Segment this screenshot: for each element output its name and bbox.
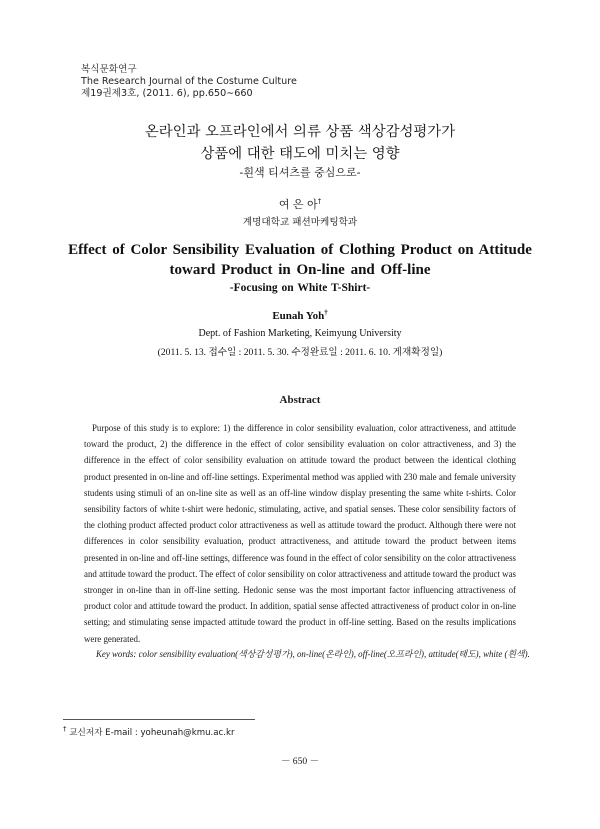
- affiliation-english: Dept. of Fashion Marketing, Keimyung University: [198, 328, 402, 339]
- journal-name-korean: 복식문화연구: [81, 64, 137, 75]
- title-english-line2: toward Product in On-line and Off-line: [169, 262, 431, 278]
- subtitle-english: -Focusing on White T-Shirt-: [229, 282, 371, 294]
- author-english: [0, 310, 600, 322]
- abstract-text: Purpose of this study is to explore: 1) the difference in color sensibility evaluation, color attractiveness, and attitude toward the product, 2) the difference in the effect of color sensibility evaluation on color attractiveness, and 3) the difference in the effect of color sensibility evaluation on attitude toward the product between the identical clothing product presented in on-line and off-line settings. Experimental method was applied with 230 male and female university students using stimuli of an on-line site as well as an off-line window display presenting the same white t-shirts. Color sensibility factors of white t-shirt were hedonic, stimulating, active, and spatial senses. These color sensibility factors of the clothing product affected product color attractiveness as well as attitude toward the product. Although there were not differences in color sensibility evaluation, product attractiveness, and attitude toward the product between items presented in on-line and off-line settings, difference was found in the effect of color sensibility on the color attractiveness and attitude toward the product. The effect of color sensibility on color attractiveness and attitude toward the product was stronger in on-line than in off-line setting. Hedonic sense was the most important factor influencing attractiveness of product color and attitude toward the product. In addition, spatial sense affected attractiveness of product color in on-line setting; and stimulating sense impacted attitude toward the product in off-line setting. Based on the results implications were generated.: [84, 423, 516, 644]
- author-korean-mark: †: [317, 197, 322, 206]
- keywords: Key words: color sensibility evaluation(색상감성평가), on-line(온라인), off-line(오프라인), attitude(태도), white (흰색).: [96, 649, 530, 659]
- footnote-mark: †: [63, 725, 67, 734]
- title-english-line1: Effect of Color Sensibility Evaluation of Clothing Product on Attitude: [68, 242, 532, 258]
- subtitle-korean: -흰색 티셔츠를 중심으로-: [239, 166, 361, 179]
- journal-name-english: The Research Journal of the Costume Culture: [81, 76, 297, 87]
- footnote: [63, 726, 235, 738]
- footnote-divider: [63, 719, 255, 720]
- footnote-text: 교신저자 E-mail : yoheunah@kmu.ac.kr: [69, 728, 235, 738]
- journal-issue: 제19권제3호, (2011. 6), pp.650∼660: [81, 88, 253, 99]
- page-number: － 650 －: [280, 756, 320, 767]
- title-korean-line2: 상품에 대한 태도에 미치는 영향: [200, 146, 400, 162]
- affiliation-korean: 계명대학교 패션마케팅학과: [242, 217, 358, 228]
- author-english-name: Eunah Yoh: [272, 310, 325, 322]
- author-english-mark: †: [324, 308, 328, 317]
- journal-header: [81, 64, 297, 100]
- abstract-heading: Abstract: [279, 394, 321, 406]
- author-korean-name: 여 은 아: [278, 198, 318, 211]
- title-korean-line1: 온라인과 오프라인에서 의류 상품 색상감성평가가: [144, 124, 456, 140]
- author-korean: [0, 196, 600, 212]
- submission-dates: (2011. 5. 13. 접수일 : 2011. 5. 30. 수정완료일 : 2011. 6. 10. 게재확정일): [157, 347, 443, 358]
